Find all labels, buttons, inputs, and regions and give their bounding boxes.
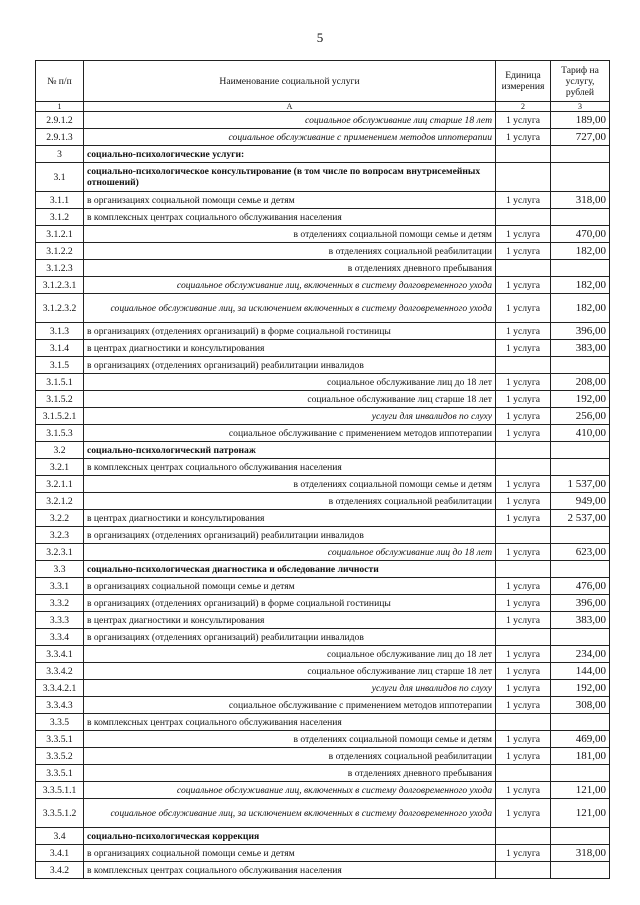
table-row — [36, 612, 610, 629]
unit-cell: 1 услуга — [496, 374, 551, 391]
index-unit: 2 — [496, 102, 551, 112]
table-row — [36, 277, 610, 294]
price-cell — [551, 260, 610, 277]
service-name-cell: в организациях (отделениях организаций) реабилитации инвалидов — [84, 357, 496, 374]
row-number-cell: 3.2.1 — [36, 459, 84, 476]
service-name-cell: в организациях (отделениях организаций) в форме социальной гостиницы — [84, 595, 496, 612]
unit-cell: 1 услуга — [496, 799, 551, 828]
table-row — [36, 862, 610, 879]
unit-cell — [496, 163, 551, 192]
row-number-cell: 3.3.2 — [36, 595, 84, 612]
table-row — [36, 629, 610, 646]
service-name-cell: социальное обслуживание лиц до 18 лет — [84, 646, 496, 663]
service-name-cell: социально-психологическая коррекция — [84, 828, 496, 845]
unit-cell: 1 услуга — [496, 845, 551, 862]
unit-cell — [496, 629, 551, 646]
unit-cell — [496, 459, 551, 476]
unit-cell — [496, 260, 551, 277]
service-name-cell: услуги для инвалидов по слуху — [84, 680, 496, 697]
service-name-cell: в организациях (отделениях организаций) реабилитации инвалидов — [84, 527, 496, 544]
table-row — [36, 748, 610, 765]
row-number-cell: 3.3.1 — [36, 578, 84, 595]
price-cell: 383,00 — [551, 340, 610, 357]
unit-cell: 1 услуга — [496, 782, 551, 799]
table-row — [36, 425, 610, 442]
service-name-cell: в организациях социальной помощи семье и детям — [84, 845, 496, 862]
price-cell — [551, 442, 610, 459]
unit-cell — [496, 146, 551, 163]
table-row — [36, 799, 610, 828]
row-number-cell: 3.3.5.1 — [36, 731, 84, 748]
table-row — [36, 544, 610, 561]
table-row — [36, 374, 610, 391]
row-number-cell: 3.1.4 — [36, 340, 84, 357]
header-num: № п/п — [36, 61, 84, 102]
table-row — [36, 510, 610, 527]
service-name-cell: в отделениях социальной реабилитации — [84, 493, 496, 510]
price-cell — [551, 146, 610, 163]
table-row — [36, 765, 610, 782]
service-name-cell: социальное обслуживание лиц старше 18 лет — [84, 663, 496, 680]
row-number-cell: 2.9.1.2 — [36, 112, 84, 129]
header-name: Наименование социальной услуги — [84, 61, 496, 102]
price-cell — [551, 765, 610, 782]
row-number-cell: 3.1.5.1 — [36, 374, 84, 391]
service-name-cell: в комплексных центрах социального обслуживания населения — [84, 459, 496, 476]
price-cell: 208,00 — [551, 374, 610, 391]
row-number-cell: 3.1.2 — [36, 209, 84, 226]
price-cell: 189,00 — [551, 112, 610, 129]
service-name-cell: в отделениях социальной помощи семье и детям — [84, 731, 496, 748]
row-number-cell: 3.4.1 — [36, 845, 84, 862]
table-row — [36, 192, 610, 209]
row-number-cell: 3.3.5.1.1 — [36, 782, 84, 799]
table-row — [36, 340, 610, 357]
unit-cell: 1 услуга — [496, 243, 551, 260]
price-cell — [551, 714, 610, 731]
price-cell: 396,00 — [551, 323, 610, 340]
unit-cell: 1 услуга — [496, 129, 551, 146]
unit-cell: 1 услуга — [496, 408, 551, 425]
table-row — [36, 828, 610, 845]
price-cell — [551, 459, 610, 476]
price-cell: 182,00 — [551, 277, 610, 294]
price-cell — [551, 163, 610, 192]
table-row — [36, 459, 610, 476]
table-row — [36, 391, 610, 408]
price-cell: 318,00 — [551, 192, 610, 209]
row-number-cell: 2.9.1.3 — [36, 129, 84, 146]
table-row — [36, 845, 610, 862]
table-row — [36, 680, 610, 697]
service-name-cell: социальное обслуживание лиц, включенных в систему долговременного ухода — [84, 782, 496, 799]
price-cell: 2 537,00 — [551, 510, 610, 527]
row-number-cell: 3.4.2 — [36, 862, 84, 879]
service-name-cell: в организациях (отделениях организаций) в форме социальной гостиницы — [84, 323, 496, 340]
unit-cell: 1 услуга — [496, 112, 551, 129]
unit-cell: 1 услуга — [496, 340, 551, 357]
price-cell — [551, 561, 610, 578]
table-row — [36, 243, 610, 260]
unit-cell — [496, 442, 551, 459]
service-name-cell: в комплексных центрах социального обслуживания населения — [84, 862, 496, 879]
price-cell: 476,00 — [551, 578, 610, 595]
table-body — [36, 112, 610, 879]
unit-cell — [496, 862, 551, 879]
row-number-cell: 3.1.2.3 — [36, 260, 84, 277]
price-cell: 469,00 — [551, 731, 610, 748]
unit-cell: 1 услуга — [496, 391, 551, 408]
unit-cell: 1 услуга — [496, 612, 551, 629]
service-name-cell: социальное обслуживание с применением методов иппотерапии — [84, 425, 496, 442]
price-cell: 144,00 — [551, 663, 610, 680]
service-name-cell: социальное обслуживание лиц до 18 лет — [84, 374, 496, 391]
unit-cell: 1 услуга — [496, 476, 551, 493]
price-cell: 256,00 — [551, 408, 610, 425]
unit-cell: 1 услуга — [496, 510, 551, 527]
price-cell: 181,00 — [551, 748, 610, 765]
price-cell: 396,00 — [551, 595, 610, 612]
price-cell: 623,00 — [551, 544, 610, 561]
row-number-cell: 3.3 — [36, 561, 84, 578]
service-name-cell: социальное обслуживание лиц, за исключением включенных в систему долговременного ухода — [84, 799, 496, 828]
price-cell: 308,00 — [551, 697, 610, 714]
service-name-cell: в комплексных центрах социального обслуживания населения — [84, 714, 496, 731]
table-row — [36, 129, 610, 146]
table-row — [36, 146, 610, 163]
row-number-cell: 3.2.1.1 — [36, 476, 84, 493]
service-name-cell: социальное обслуживание лиц старше 18 лет — [84, 112, 496, 129]
unit-cell: 1 услуга — [496, 493, 551, 510]
table-row — [36, 782, 610, 799]
table-row — [36, 714, 610, 731]
price-cell: 192,00 — [551, 680, 610, 697]
unit-cell: 1 услуга — [496, 226, 551, 243]
unit-cell — [496, 828, 551, 845]
table-row — [36, 646, 610, 663]
service-name-cell: в отделениях дневного пребывания — [84, 765, 496, 782]
row-number-cell: 3.4 — [36, 828, 84, 845]
unit-cell: 1 услуга — [496, 697, 551, 714]
table-row — [36, 163, 610, 192]
unit-cell — [496, 561, 551, 578]
price-cell: 182,00 — [551, 243, 610, 260]
row-number-cell: 3.2.3 — [36, 527, 84, 544]
row-number-cell: 3.1.2.3.1 — [36, 277, 84, 294]
service-name-cell: социальное обслуживание лиц, включенных в систему долговременного ухода — [84, 277, 496, 294]
unit-cell — [496, 527, 551, 544]
price-cell: 192,00 — [551, 391, 610, 408]
price-cell: 949,00 — [551, 493, 610, 510]
tariff-table — [35, 60, 610, 879]
service-name-cell: в организациях (отделениях организаций) реабилитации инвалидов — [84, 629, 496, 646]
price-cell: 121,00 — [551, 782, 610, 799]
service-name-cell: в отделениях дневного пребывания — [84, 260, 496, 277]
row-number-cell: 3.3.4.3 — [36, 697, 84, 714]
service-name-cell: в комплексных центрах социального обслуживания населения — [84, 209, 496, 226]
table-row — [36, 226, 610, 243]
table-row — [36, 731, 610, 748]
price-cell: 318,00 — [551, 845, 610, 862]
service-name-cell: в центрах диагностики и консультирования — [84, 612, 496, 629]
table-row — [36, 697, 610, 714]
price-cell — [551, 629, 610, 646]
table-row — [36, 357, 610, 374]
index-name: А — [84, 102, 496, 112]
price-cell — [551, 862, 610, 879]
row-number-cell: 3.1.5.3 — [36, 425, 84, 442]
row-number-cell: 3.2.2 — [36, 510, 84, 527]
price-cell: 1 537,00 — [551, 476, 610, 493]
table-row — [36, 527, 610, 544]
row-number-cell: 3.1 — [36, 163, 84, 192]
header-unit: Единица измерения — [496, 61, 551, 102]
unit-cell — [496, 765, 551, 782]
table-row — [36, 595, 610, 612]
row-number-cell: 3.1.2.3.2 — [36, 294, 84, 323]
price-cell: 383,00 — [551, 612, 610, 629]
table-row — [36, 663, 610, 680]
row-number-cell: 3.2.3.1 — [36, 544, 84, 561]
service-name-cell: в отделениях социальной помощи семье и детям — [84, 226, 496, 243]
unit-cell: 1 услуга — [496, 680, 551, 697]
row-number-cell: 3.3.4.2.1 — [36, 680, 84, 697]
unit-cell: 1 услуга — [496, 323, 551, 340]
unit-cell — [496, 357, 551, 374]
service-name-cell: социальное обслуживание лиц до 18 лет — [84, 544, 496, 561]
price-cell: 234,00 — [551, 646, 610, 663]
service-name-cell: в центрах диагностики и консультирования — [84, 510, 496, 527]
row-number-cell: 3.1.3 — [36, 323, 84, 340]
service-name-cell: в отделениях социальной помощи семье и детям — [84, 476, 496, 493]
service-name-cell: социальное обслуживание с применением методов иппотерапии — [84, 697, 496, 714]
table-row — [36, 323, 610, 340]
unit-cell: 1 услуга — [496, 748, 551, 765]
row-number-cell: 3.3.5.1 — [36, 765, 84, 782]
table-row — [36, 260, 610, 277]
unit-cell: 1 услуга — [496, 294, 551, 323]
table-row — [36, 561, 610, 578]
row-number-cell: 3.3.4 — [36, 629, 84, 646]
service-name-cell: в центрах диагностики и консультирования — [84, 340, 496, 357]
row-number-cell: 3.1.5.2 — [36, 391, 84, 408]
unit-cell — [496, 714, 551, 731]
service-name-cell: социально-психологическое консультирование (в том числе по вопросам внутрисемейных отношений) — [84, 163, 496, 192]
index-num: 1 — [36, 102, 84, 112]
price-cell — [551, 357, 610, 374]
unit-cell: 1 услуга — [496, 277, 551, 294]
row-number-cell: 3 — [36, 146, 84, 163]
row-number-cell: 3.3.5 — [36, 714, 84, 731]
page-number: 5 — [316, 30, 324, 45]
unit-cell — [496, 209, 551, 226]
table-row — [36, 442, 610, 459]
service-name-cell: социально-психологический патронаж — [84, 442, 496, 459]
service-name-cell: в отделениях социальной реабилитации — [84, 243, 496, 260]
table-index-row — [36, 102, 610, 112]
service-name-cell: социальное обслуживание с применением методов иппотерапии — [84, 129, 496, 146]
row-number-cell: 3.3.4.1 — [36, 646, 84, 663]
service-name-cell: в организациях социальной помощи семье и детям — [84, 192, 496, 209]
table-row — [36, 476, 610, 493]
index-price: 3 — [551, 102, 610, 112]
service-name-cell: социальное обслуживание лиц, за исключением включенных в систему долговременного ухода — [84, 294, 496, 323]
table-row — [36, 112, 610, 129]
price-cell: 410,00 — [551, 425, 610, 442]
price-cell: 727,00 — [551, 129, 610, 146]
service-name-cell: социально-психологическая диагностика и обследование личности — [84, 561, 496, 578]
unit-cell: 1 услуга — [496, 192, 551, 209]
row-number-cell: 3.2.1.2 — [36, 493, 84, 510]
price-cell: 182,00 — [551, 294, 610, 323]
unit-cell: 1 услуга — [496, 544, 551, 561]
table-row — [36, 294, 610, 323]
service-name-cell: услуги для инвалидов по слуху — [84, 408, 496, 425]
service-name-cell: в отделениях социальной реабилитации — [84, 748, 496, 765]
table-row — [36, 493, 610, 510]
price-cell — [551, 527, 610, 544]
row-number-cell: 3.3.4.2 — [36, 663, 84, 680]
row-number-cell: 3.3.5.1.2 — [36, 799, 84, 828]
row-number-cell: 3.1.2.1 — [36, 226, 84, 243]
price-cell: 121,00 — [551, 799, 610, 828]
price-cell: 470,00 — [551, 226, 610, 243]
unit-cell: 1 услуга — [496, 731, 551, 748]
table-row — [36, 408, 610, 425]
unit-cell: 1 услуга — [496, 663, 551, 680]
service-name-cell: социальное обслуживание лиц старше 18 лет — [84, 391, 496, 408]
header-price: Тариф на услугу, рублей — [551, 61, 610, 102]
table-row — [36, 578, 610, 595]
table-row — [36, 209, 610, 226]
row-number-cell: 3.1.1 — [36, 192, 84, 209]
row-number-cell: 3.1.5 — [36, 357, 84, 374]
row-number-cell: 3.2 — [36, 442, 84, 459]
unit-cell: 1 услуга — [496, 595, 551, 612]
unit-cell: 1 услуга — [496, 425, 551, 442]
price-cell — [551, 209, 610, 226]
row-number-cell: 3.1.2.2 — [36, 243, 84, 260]
table-header-row — [36, 61, 610, 102]
unit-cell: 1 услуга — [496, 646, 551, 663]
row-number-cell: 3.3.3 — [36, 612, 84, 629]
service-name-cell: в организациях социальной помощи семье и детям — [84, 578, 496, 595]
service-name-cell: социально-психологические услуги: — [84, 146, 496, 163]
row-number-cell: 3.3.5.2 — [36, 748, 84, 765]
row-number-cell: 3.1.5.2.1 — [36, 408, 84, 425]
price-cell — [551, 828, 610, 845]
unit-cell: 1 услуга — [496, 578, 551, 595]
